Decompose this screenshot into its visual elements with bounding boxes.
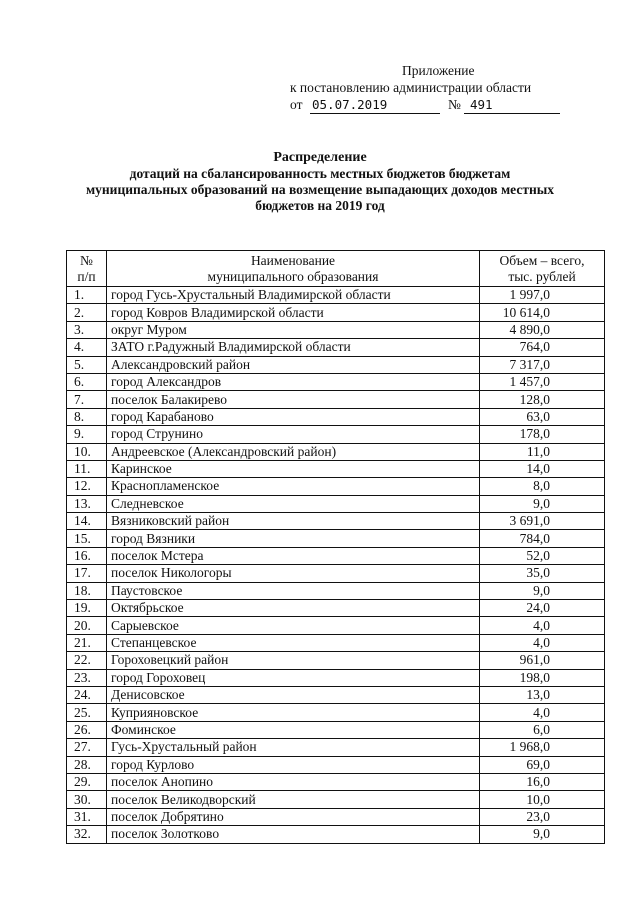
municipality-name: Фоминское [107,721,480,738]
table-row [67,547,605,564]
subsidy-amount: 8,0 [480,478,605,495]
appendix-date-number [290,96,570,114]
table-row [67,478,605,495]
table-row [67,426,605,443]
municipality-name: поселок Никологоры [107,565,480,582]
subsidy-amount: 4,0 [480,704,605,721]
table-row [67,495,605,512]
resolution-number: 491 [464,96,560,114]
subsidy-amount: 52,0 [480,547,605,564]
row-number: 26. [67,721,107,738]
header-number-line-1: № [80,252,93,268]
document-title [40,150,600,214]
table-row [67,669,605,686]
municipality-name: поселок Балакирево [107,391,480,408]
row-number: 22. [67,652,107,669]
row-number: 30. [67,791,107,808]
table-row [67,287,605,304]
subsidy-amount: 9,0 [480,582,605,599]
header-number [67,251,107,287]
appendix-block [290,62,570,114]
table-row [67,826,605,843]
subsidy-amount: 7 317,0 [480,356,605,373]
row-number: 8. [67,408,107,425]
table-row [67,391,605,408]
resolution-date: 05.07.2019 [310,96,440,114]
subsidy-amount: 9,0 [480,826,605,843]
title-heading: Распределение [273,150,367,165]
row-number: 15. [67,530,107,547]
table-row [67,460,605,477]
subsidy-amount: 128,0 [480,391,605,408]
appendix-resolution-ref: к постановлению администрации области [290,80,532,95]
municipality-name: Гусь-Хрустальный район [107,739,480,756]
subsidy-amount: 961,0 [480,652,605,669]
subsidy-amount: 69,0 [480,756,605,773]
table-row [67,373,605,390]
row-number: 32. [67,826,107,843]
subsidy-amount: 6,0 [480,721,605,738]
number-label: № [448,97,461,112]
table-row [67,704,605,721]
subsidy-amount: 1 968,0 [480,739,605,756]
table-row [67,634,605,651]
row-number: 18. [67,582,107,599]
subsidy-amount: 16,0 [480,773,605,790]
municipality-name: поселок Великодворский [107,791,480,808]
municipality-name: Вязниковский район [107,513,480,530]
municipality-name: город Вязники [107,530,480,547]
municipality-name: город Гусь-Хрустальный Владимирской области [107,287,480,304]
subsidy-amount: 10,0 [480,791,605,808]
row-number: 31. [67,808,107,825]
municipality-name: Гороховецкий район [107,652,480,669]
row-number: 5. [67,356,107,373]
municipality-name: Александровский район [107,356,480,373]
table-row [67,617,605,634]
subsidy-amount: 4,0 [480,617,605,634]
table-row [67,304,605,321]
subsidy-amount: 63,0 [480,408,605,425]
table-body [67,287,605,844]
row-number: 6. [67,373,107,390]
row-number: 25. [67,704,107,721]
row-number: 11. [67,460,107,477]
row-number: 3. [67,321,107,338]
municipality-name: поселок Золотково [107,826,480,843]
row-number: 28. [67,756,107,773]
table-row [67,756,605,773]
subsidy-amount: 4 890,0 [480,321,605,338]
row-number: 14. [67,513,107,530]
header-name-line-2: муниципального образования [207,268,379,284]
table-row [67,773,605,790]
table-row [67,791,605,808]
header-number-line-2: п/п [77,268,96,284]
subsidy-amount: 4,0 [480,634,605,651]
subsidy-amount: 3 691,0 [480,513,605,530]
municipality-name: Октябрьское [107,600,480,617]
municipality-name: город Карабаново [107,408,480,425]
row-number: 20. [67,617,107,634]
municipality-name: Сарыевское [107,617,480,634]
table-row [67,339,605,356]
subsidy-amount: 13,0 [480,686,605,703]
subsidy-amount: 1 457,0 [480,373,605,390]
row-number: 9. [67,426,107,443]
municipality-name: Следневское [107,495,480,512]
subsidy-amount: 198,0 [480,669,605,686]
row-number: 24. [67,686,107,703]
table-row [67,356,605,373]
table-row [67,582,605,599]
table-row [67,565,605,582]
table-row [67,808,605,825]
municipality-name: Куприяновское [107,704,480,721]
row-number: 17. [67,565,107,582]
municipality-name: поселок Добрятино [107,808,480,825]
municipality-name: Каринское [107,460,480,477]
municipality-name: Андреевское (Александровский район) [107,443,480,460]
subsidy-amount: 35,0 [480,565,605,582]
header-amount-line-1: Объем – всего, [499,252,585,268]
subsidy-amount: 9,0 [480,495,605,512]
municipality-name: город Курлово [107,756,480,773]
row-number: 16. [67,547,107,564]
subsidy-amount: 178,0 [480,426,605,443]
table-row [67,721,605,738]
distribution-table [66,250,605,844]
subsidy-amount: 10 614,0 [480,304,605,321]
municipality-name: Степанцевское [107,634,480,651]
ot-label: от [290,97,303,112]
municipality-name: округ Муром [107,321,480,338]
header-name [107,251,480,287]
municipality-name: город Ковров Владимирской области [107,304,480,321]
table-row [67,321,605,338]
row-number: 4. [67,339,107,356]
header-name-line-1: Наименование [250,252,336,268]
title-line-2: муниципальных образований на возмещение выпадающих доходов местных [85,182,555,197]
header-amount-line-2: тыс. рублей [508,268,576,284]
title-line-1: дотаций на сбалансированность местных бюджетов бюджетам [129,166,511,181]
row-number: 27. [67,739,107,756]
row-number: 29. [67,773,107,790]
table-row [67,513,605,530]
row-number: 21. [67,634,107,651]
row-number: 1. [67,287,107,304]
municipality-name: поселок Анопино [107,773,480,790]
table-row [67,652,605,669]
municipality-name: поселок Мстера [107,547,480,564]
municipality-name: город Струнино [107,426,480,443]
table-row [67,408,605,425]
subsidy-amount: 23,0 [480,808,605,825]
header-amount [480,251,605,287]
subsidy-amount: 1 997,0 [480,287,605,304]
municipality-name: Краснопламенское [107,478,480,495]
row-number: 12. [67,478,107,495]
table-header-row [67,251,605,287]
row-number: 23. [67,669,107,686]
row-number: 2. [67,304,107,321]
municipality-name: город Александров [107,373,480,390]
municipality-name: Паустовское [107,582,480,599]
table-row [67,686,605,703]
table-row [67,739,605,756]
appendix-label: Приложение [402,63,475,78]
subsidy-amount: 784,0 [480,530,605,547]
subsidy-amount: 11,0 [480,443,605,460]
table-row [67,600,605,617]
municipality-name: ЗАТО г.Радужный Владимирской области [107,339,480,356]
municipality-name: город Гороховец [107,669,480,686]
subsidy-amount: 24,0 [480,600,605,617]
table-row [67,443,605,460]
subsidy-amount: 764,0 [480,339,605,356]
row-number: 13. [67,495,107,512]
row-number: 7. [67,391,107,408]
municipality-name: Денисовское [107,686,480,703]
row-number: 10. [67,443,107,460]
table-row [67,530,605,547]
subsidy-amount: 14,0 [480,460,605,477]
title-line-3: бюджетов на 2019 год [255,198,385,213]
row-number: 19. [67,600,107,617]
